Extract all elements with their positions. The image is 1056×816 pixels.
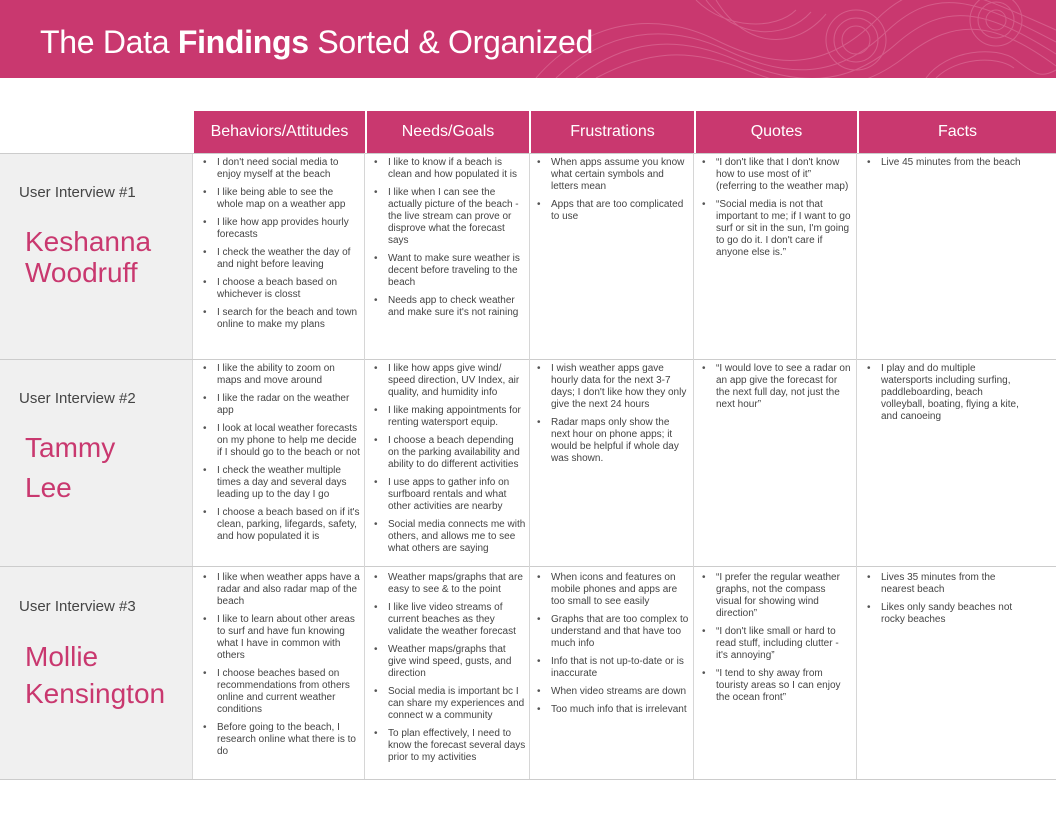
interview-1-last-name: Woodruff: [25, 257, 138, 288]
list-item: • Social media is important bc I can share my experiences and connect w a community: [371, 686, 526, 722]
list-item: • Likes only sandy beaches not rocky beaches: [864, 602, 1024, 626]
interview-3-last-name: Kensington: [25, 678, 166, 709]
header-banner: [0, 0, 1056, 78]
list-item: • I like how apps give wind/ speed direction, UV Index, air quality, and humidity info: [371, 363, 526, 399]
cell-list: [699, 363, 851, 417]
column-divider: [364, 153, 365, 779]
cell-list: [864, 572, 1024, 632]
list-item: • Too much info that is irrelevant: [534, 704, 689, 716]
cell-list: [371, 572, 526, 770]
list-item: • I like the ability to zoom on maps and move around: [200, 363, 360, 387]
column-header-behaviors: Behaviors/Attitudes: [194, 111, 367, 153]
list-item: • “I would love to see a radar on an app give the forecast for the next full day, not just the next hour”: [699, 363, 851, 411]
row-divider: [0, 779, 1056, 780]
cell-list: [371, 157, 526, 325]
column-header-needs: Needs/Goals: [367, 111, 531, 153]
interview-2-last-name: Lee: [25, 472, 72, 503]
cell-list: [200, 572, 360, 764]
title-bold: Findings: [177, 24, 309, 60]
list-item: • I don't need social media to enjoy myself at the beach: [200, 157, 360, 181]
list-item: • I like the radar on the weather app: [200, 393, 360, 417]
list-item: • Lives 35 minutes from the nearest beach: [864, 572, 1024, 596]
row-divider: [0, 566, 1056, 567]
cell-list: [699, 572, 851, 710]
interview-2-cell: [0, 360, 193, 566]
list-item: • “I tend to shy away from touristy areas so I can enjoy the ocean front”: [699, 668, 851, 704]
interview-3-label: User Interview #3: [19, 598, 136, 615]
interview-2-first-name: Tammy: [25, 432, 116, 463]
list-item: • I like making appointments for renting watersport equip.: [371, 405, 526, 429]
interview-1-label: User Interview #1: [19, 184, 136, 201]
list-item: • Radar maps only show the next hour on phone apps; it would be helpful if whole day was shown.: [534, 417, 689, 465]
page-title: [40, 24, 593, 61]
list-item: • “I don't like small or hard to read stuff, including clutter - it's annoying”: [699, 626, 851, 662]
list-item: • I play and do multiple watersports including surfing, paddleboarding, beach volleyball, boating, flying a kite, and canoeing: [864, 363, 1024, 423]
list-item: • Weather maps/graphs that are easy to see & to the point: [371, 572, 526, 596]
list-item: • I like how app provides hourly forecasts: [200, 217, 360, 241]
cell-list: [200, 363, 360, 549]
cell-list: [534, 157, 689, 229]
list-item: • When icons and features on mobile phones and apps are too small to see easily: [534, 572, 689, 608]
list-item: • I choose beaches based on recommendations from others online and current weather conditions: [200, 668, 360, 716]
list-item: • Want to make sure weather is decent before traveling to the beach: [371, 253, 526, 289]
list-item: • I like live video streams of current beaches as they validate the weather forecast: [371, 602, 526, 638]
row-divider: [0, 359, 1056, 360]
cell-list: [864, 157, 1024, 175]
interview-2-label: User Interview #2: [19, 390, 136, 407]
list-item: • Before going to the beach, I research online what there is to do: [200, 722, 360, 758]
column-header-frustrations: Frustrations: [531, 111, 696, 153]
list-item: • Apps that are too complicated to use: [534, 199, 689, 223]
list-item: • I choose a beach based on if it's clean, parking, lifegards, safety, and how populated it is: [200, 507, 360, 543]
list-item: • I look at local weather forecasts on my phone to help me decide if I should go to the beach or not: [200, 423, 360, 459]
list-item: • I check the weather multiple times a day and several days leading up to the day I go: [200, 465, 360, 501]
column-header-facts: Facts: [859, 111, 1056, 153]
list-item: • Live 45 minutes from the beach: [864, 157, 1024, 169]
row-divider: [0, 153, 1056, 154]
list-item: • I choose a beach based on whichever is closst: [200, 277, 360, 301]
list-item: • I search for the beach and town online to make my plans: [200, 307, 360, 331]
list-item: • When video streams are down: [534, 686, 689, 698]
interview-1-first-name: Keshanna: [25, 226, 152, 257]
cell-list: [534, 363, 689, 471]
list-item: • Needs app to check weather and make sure it's not raining: [371, 295, 526, 319]
list-item: • To plan effectively, I need to know the forecast several days prior to my activities: [371, 728, 526, 764]
list-item: • I like when weather apps have a radar and also radar map of the beach: [200, 572, 360, 608]
cell-list: [699, 157, 851, 265]
title-pre: The Data: [40, 24, 170, 60]
column-divider: [693, 153, 694, 779]
list-item: • I check the weather the day of and night before leaving: [200, 247, 360, 271]
list-item: • “Social media is not that important to me; if I want to go surf or sit in the sun, I'm going to go do it. I don't care if anyone else is.”: [699, 199, 851, 259]
list-item: • I like being able to see the whole map on a weather app: [200, 187, 360, 211]
list-item: • Weather maps/graphs that give wind speed, gusts, and direction: [371, 644, 526, 680]
title-post: Sorted & Organized: [317, 24, 593, 60]
list-item: • I use apps to gather info on surfboard rentals and what other activities are nearby: [371, 477, 526, 513]
list-item: • I choose a beach depending on the parking availability and ability to do different activities: [371, 435, 526, 471]
column-divider: [856, 153, 857, 779]
list-item: • Graphs that are too complex to understand and that have too much info: [534, 614, 689, 650]
cell-list: [200, 157, 360, 337]
list-item: • Social media connects me with others, and allows me to see what others are saying: [371, 519, 526, 555]
list-item: • “I prefer the regular weather graphs, not the compass visual for showing wind direction”: [699, 572, 851, 620]
column-divider: [529, 153, 530, 779]
interview-3-cell: [0, 567, 193, 779]
list-item: • I like to learn about other areas to surf and have fun knowing what I have in common with others: [200, 614, 360, 662]
list-item: • I like when I can see the actually picture of the beach - the live stream can prove or disprove what the forecast says: [371, 187, 526, 247]
list-item: • “I don't like that I don't know how to use most of it” (referring to the weather map): [699, 157, 851, 193]
interview-3-first-name: Mollie: [25, 641, 99, 672]
cell-list: [864, 363, 1024, 429]
list-item: • I wish weather apps gave hourly data for the next 3-7 days; I don't like how they only give the next 24 hours: [534, 363, 689, 411]
list-item: • Info that is not up-to-date or is inaccurate: [534, 656, 689, 680]
cell-list: [534, 572, 689, 722]
list-item: • When apps assume you know what certain symbols and letters mean: [534, 157, 689, 193]
column-header-quotes: Quotes: [696, 111, 859, 153]
list-item: • I like to know if a beach is clean and how populated it is: [371, 157, 526, 181]
cell-list: [371, 363, 526, 561]
interview-1-cell: [0, 153, 193, 359]
